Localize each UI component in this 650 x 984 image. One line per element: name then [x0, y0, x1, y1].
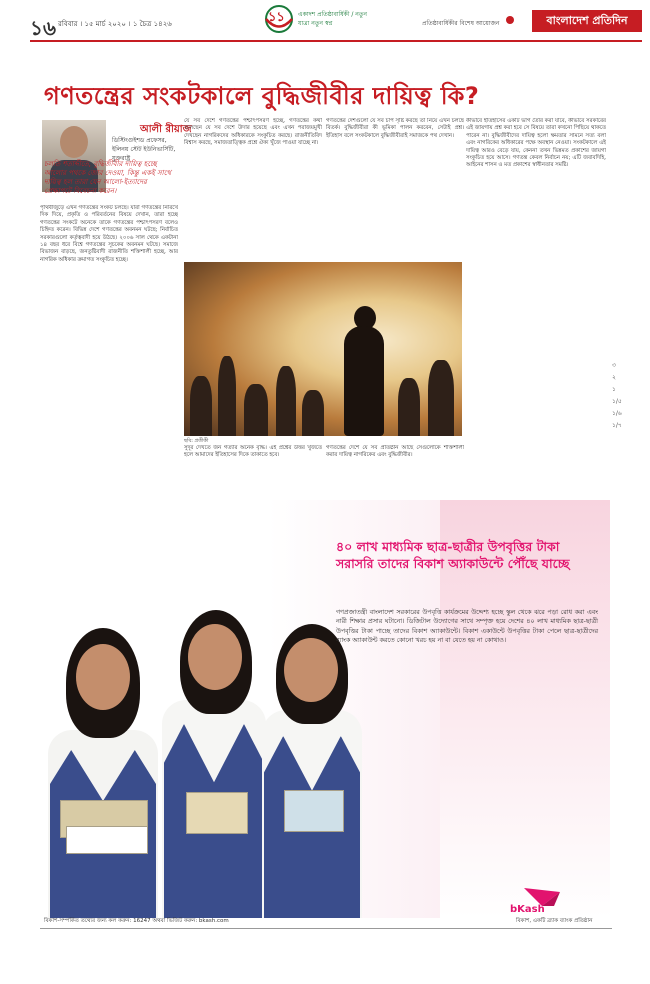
article-column-4: কীভাবে ইতিহাসের একটি ভাগ তৈরি করা যাবে, কীভাবে সরকারের এই জায়গায় প্রশ্ন করা হবে সে বিষয়ে তারা কখনো পিছিয়ে থাকতে পারেন না। বুদ্ধিজীবীদের দায়িত্ব হলো ক্ষমতার সামনে সত্য বলা এবং নাগরিকের অধিকারের পক্ষে অবস্থান নেওয়া। সংকটকালে এই দায়িত্ব আরও বেড়ে যায়, কেননা তখন ভিন্নমত প্রকাশের জায়গা সংকুচিত হয়ে আসে। গণতন্ত্র কেবল নির্বাচন নয়; এটি জবাবদিহি, আইনের শাসন ও মত প্রকাশের স্বাধীনতার সমষ্টি। [466, 118, 606, 169]
author-name: আলী রীয়াজ [140, 124, 192, 135]
margin-numbers: ৩ ২ ১ ১/৫ ১/৬ ১/৭ [612, 362, 622, 429]
article-illustration [184, 262, 462, 436]
article-column-3: গণতন্ত্রের দেশগুলো যে সব চাপ সৃষ্টি করছে তা নিয়ে এখন চলছে বিতর্ক। বুদ্ধিজীবীরা কী ভূমিকা পালন করবেন, সেটাই প্রশ্ন। ইতিহাস বলে সংকটকালে বুদ্ধিজীবীরাই সমাজকে পথ দেখান। [326, 118, 464, 139]
bkash-logo: bKash [510, 904, 545, 915]
article-column-1: পৃথিবীজুড়ে এখন গণতন্ত্রের সংকট চলছে। যারা গণতন্ত্রের নিরিখে দিক দিয়ে, প্রকৃতি ও পরিবর্তনের বিষয়ে দেখান, তারা হচ্ছে গণতন্ত্রের সংকটে অনেকে তাকে গণতন্ত্রের পশ্চাৎপসরণ বলেও চিহ্নিত করেন। বিভিন্ন দেশে গণতন্ত্রের অবনমন ঘটছে; নির্বাচিত সরকারগুলো কর্তৃত্ববাদী হয়ে উঠছে। ২০০৬ সাল থেকে একটানা ১৪ বছর ধরে বিশ্বে গণতন্ত্রের সূচকের অবনমন ঘটছে। সমাজে বিভাজন বাড়ছে, জনতুষ্টিবাদী রাজনীতি শক্তিশালী হচ্ছে, আর নাগরিক অধিকার ক্রমাগত সংকুচিত হচ্ছে। [40, 205, 178, 263]
supplement-label: প্রতিষ্ঠাবার্ষিকীর বিশেষ আয়োজন [422, 20, 500, 27]
anniversary-number: ১১ [268, 10, 285, 25]
pull-quote: চলতি শতাব্দীতে, বুদ্ধিজীবীর দায়িত্ব হচ্ছে আলোর পথকে জোর দেওয়া, কিন্তু একই সাথে দায়িত্ব হল তারা যেন আলো-ইত্যাদের প্রেক্ষাপটে বিবেচনা করেন। [44, 160, 172, 195]
author-role: ডিস্টিংগুইশড প্রফেসর, ইলিনয় স্টেট ইউনিভার্সিটি, যুক্তরাষ্ট্র [112, 137, 176, 162]
footer-rule [40, 928, 612, 929]
ad-body: গণপ্রজাতন্ত্রী বাংলাদেশ সরকারের উপবৃত্তি কার্যক্রমের উদ্দেশ্য হচ্ছে স্কুল থেকে ঝরে পড়া রোধ করা এবং নারী শিক্ষার প্রসার ঘটানো। ডিজিটাল উদ্যোগের সাথে সম্পৃক্ত হয়ে দেশের ৪০ লাখ মাধ্যমিক ছাত্র-ছাত্রী উপবৃত্তির টাকা পাচ্ছে তাদের বিকাশ অ্যাকাউন্টে। বিকাশ একাউন্টে উপবৃত্তির টাকা পেলে ছাত্র-ছাত্রীদের ব্যাংক অ্যাকাউন্ট করতে কোনো খরচ হয় না বা যেতে হয় না কোথাও। [336, 609, 598, 645]
article-column-5: সুদূর দেখতে জন গত্যার অনেক বৃদ্ধি। এই প্রশ্নের উত্তর খুঁজতে হলে আমাদের ইতিহাসের দিকে তাকাতে হবে। [184, 445, 322, 459]
bullet-icon [506, 16, 514, 24]
article-column-6: গণতন্ত্রের দেশে যে সব প্রতিষ্ঠান আছে সেগুলোকে শক্তিশালী করার দায়িত্ব নাগরিকের এবং বুদ্ধিজীবীর। [326, 445, 464, 459]
anniversary-tagline: একাদশ প্রতিষ্ঠাবার্ষিকী / নতুন যাত্রা নতুন স্বপ্ন [298, 11, 367, 27]
image-caption: ছবি: প্রতীকী [184, 438, 209, 444]
header-rule [30, 40, 642, 42]
footer-company: বিকাশ, একটি ব্র্যাক ব্যাংক প্রতিষ্ঠান [516, 918, 593, 924]
ad-headline: ৪০ লাখ মাধ্যমিক ছাত্র-ছাত্রীর উপবৃত্তির টাকা সরাসরি তাদের বিকাশ অ্যাকাউন্টে পৌঁছে যাচ্ছে [336, 539, 570, 571]
masthead-logo: বাংলাদেশ প্রতিদিন [532, 10, 642, 32]
article-headline: গণতন্ত্রের সংকটকালে বুদ্ধিজীবীর দায়িত্ব কি? [44, 82, 480, 110]
article-column-2: যে সব দেশে গণতন্ত্রের পশ্চাৎপসরণ হচ্ছে, গণতন্ত্রের কথা বলেছেন যে সব দেশে উদার হয়েছে এবং এখন পরাজয়মুখী দেখছেন নাগরিকদের অধিকারকে সংকুচিত করছে। রাজনীতিবিদ বিশ্বাস করছে, সমাজতাত্ত্বিক প্রশ্নে ঐক্য খুঁজে পাওয়া যাচ্ছে না। [184, 118, 322, 147]
issue-date: রবিবার । ১৫ মার্চ ২০২০ । ১ চৈত্র ১৪২৬ [58, 20, 172, 28]
footer-contact: বিকাশ-সম্পর্কিত তথ্যের জন্য কল করুন: 16247 অথবা ভিজিট করুন: bkash.com [44, 918, 229, 924]
page-number: ১৬ [30, 16, 56, 40]
